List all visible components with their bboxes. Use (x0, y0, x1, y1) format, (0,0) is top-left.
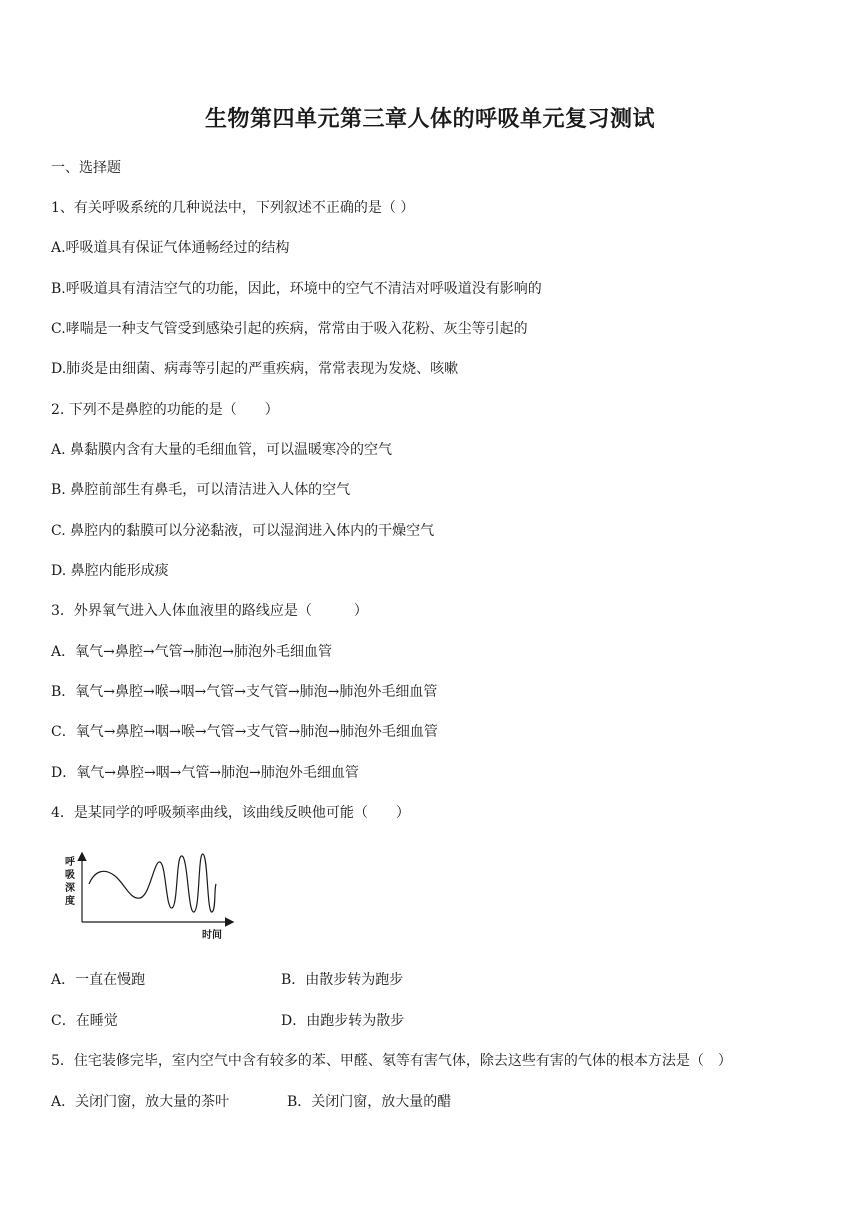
question-2-option-c: C. 鼻腔内的黏膜可以分泌黏液，可以湿润进入体内的干燥空气 (51, 523, 435, 539)
document-title: 生物第四单元第三章人体的呼吸单元复习测试 (204, 107, 655, 132)
question-1-option-c: C.哮喘是一种支气管受到感染引起的疾病，常常由于吸入花粉、灰尘等引起的 (51, 321, 528, 337)
question-2-option-a: A. 鼻黏膜内含有大量的毛细血管，可以温暖寒冷的空气 (51, 442, 393, 458)
question-2-option-d: D. 鼻腔内能形成痰 (51, 563, 169, 579)
question-3-option-b: B．氧气→鼻腔→喉→咽→气管→支气管→肺泡→肺泡外毛细血管 (51, 684, 438, 700)
question-5-stem: 5．住宅装修完毕，室内空气中含有较多的苯、甲醛、氡等有害气体，除去这些有害的气体的根本方法是（ ） (51, 1053, 732, 1069)
section-heading: 一、选择题 (51, 160, 121, 176)
question-4-stem: 4．是某同学的呼吸频率曲线，该曲线反映他可能（ ） (51, 805, 410, 821)
question-5-option-b: B．关闭门窗，放大量的醋 (287, 1094, 452, 1110)
breathing-curve-figure (62, 850, 242, 945)
question-3-option-c: C．氧气→鼻腔→咽→喉→气管→支气管→肺泡→肺泡外毛细血管 (51, 724, 438, 740)
question-4-option-a: A．一直在慢跑 (51, 972, 146, 988)
figure-y-axis-label: 呼吸深度 (65, 857, 75, 907)
question-3-stem: 3．外界氧气进入人体血液里的路线应是（ ） (51, 603, 368, 619)
question-3-option-a: A．氧气→鼻腔→气管→肺泡→肺泡外毛细血管 (51, 644, 333, 660)
question-1-option-b: B.呼吸道具有清洁空气的功能，因此，环境中的空气不清洁对呼吸道没有影响的 (51, 281, 542, 297)
breathing-curve-line (89, 854, 216, 912)
question-2-stem: 2. 下列不是鼻腔的功能的是（ ） (51, 402, 279, 418)
question-4-option-d: D．由跑步转为散步 (281, 1013, 405, 1029)
question-3-option-d: D．氧气→鼻腔→咽→气管→肺泡→肺泡外毛细血管 (51, 765, 359, 781)
question-1-stem: 1、有关呼吸系统的几种说法中，下列叙述不正确的是（ ） (51, 200, 415, 216)
question-4-option-b: B．由散步转为跑步 (281, 972, 404, 988)
question-4-option-c: C．在睡觉 (51, 1013, 118, 1029)
question-5-option-a: A．关闭门窗，放大量的茶叶 (51, 1094, 230, 1110)
question-1-option-a: A.呼吸道具有保证气体通畅经过的结构 (51, 240, 290, 256)
question-2-option-b: B. 鼻腔前部生有鼻毛，可以清洁进入人体的空气 (51, 482, 351, 498)
question-1-option-d: D.肺炎是由细菌、病毒等引起的严重疾病，常常表现为发烧、咳嗽 (51, 361, 459, 377)
figure-x-axis-label: 时间 (202, 930, 222, 941)
